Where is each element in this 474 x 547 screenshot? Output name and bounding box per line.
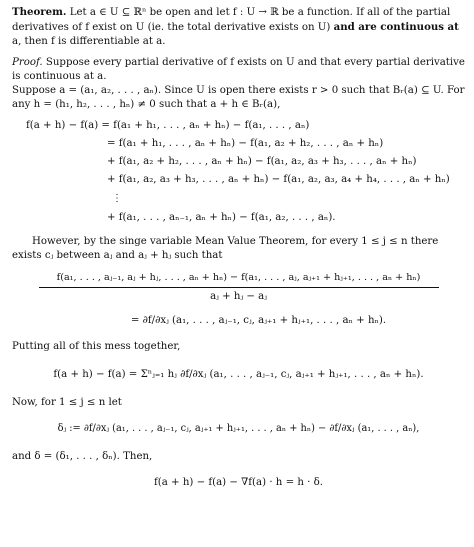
theorem-statement bbox=[12, 5, 465, 49]
fraction-numerator: f(a₁, . . . , aⱼ₋₁, aⱼ + hⱼ, . . . , aₙ + hₙ) − f(a₁, . . . , aⱼ, aⱼ₊₁ + hⱼ₊₁, . . . , aₙ + hₙ) bbox=[56, 272, 421, 283]
eq1-line-3: + f(a₁, a₂, a₃ + h₃, . . . , aₙ + hₙ) − f(a₁, a₂, a₃, a₄ + h₄, . . . , aₙ + hₙ) bbox=[107, 174, 450, 185]
theorem-label: Theorem. bbox=[12, 6, 67, 18]
eq1-line-1: = f(a₁ + h₁, . . . , aₙ + hₙ) − f(a₁, a₂ + h₂, . . . , aₙ + hₙ) bbox=[107, 138, 384, 149]
proof-paragraph-1 bbox=[12, 56, 465, 84]
proof-paragraph-3: However, by the singe variable Mean Value Theorem, for every 1 ≤ j ≤ n there exists cⱼ between aⱼ and aⱼ + hⱼ such that bbox=[12, 236, 439, 261]
proof-label: Proof. bbox=[12, 57, 43, 68]
eq1-line-0: f(a + h) − f(a) = f(a₁ + h₁, . . . , aₙ + hₙ) − f(a₁, . . . , aₙ) bbox=[26, 120, 310, 131]
eq1-vdots: ⋮ bbox=[112, 193, 123, 204]
proof-text-1: Suppose every partial derivative of f exists on U and that every partial derivative is continuous at a. bbox=[12, 57, 465, 82]
equation-final: f(a + h) − f(a) − ∇f(a) · h = h · δ. bbox=[153, 477, 324, 488]
fraction-denominator: aⱼ + hⱼ − aⱼ bbox=[210, 291, 267, 302]
spacer bbox=[12, 49, 465, 56]
proof-paragraph-5: Now, for 1 ≤ j ≤ n let bbox=[12, 397, 122, 408]
fraction-rhs: = ∂f/∂xⱼ (a₁, . . . , aⱼ₋₁, cⱼ, aⱼ₊₁ + hⱼ₊₁, . . . , aₙ + hₙ). bbox=[130, 315, 387, 326]
proof-paragraph-2: Suppose a = (a₁, a₂, . . . , aₙ). Since U is open there exists r > 0 such that Bᵣ(a) ⊆ U. For any h = (h₁, h₂, . . . , hₙ) ≠ 0 such that a + h ∈ Bᵣ(a), bbox=[12, 85, 465, 110]
theorem-text-c: a, then f is differentiable at a. bbox=[12, 36, 166, 47]
equation-sum: f(a + h) − f(a) = Σⁿⱼ₌₁ hⱼ ∂f/∂xⱼ (a₁, . . . , aⱼ₋₁, cⱼ, aⱼ₊₁ + hⱼ₊₁, . . . , aₙ + hₙ). bbox=[53, 369, 424, 380]
eq1-line-2: + f(a₁, a₂ + h₂, . . . , aₙ + hₙ) − f(a₁, a₂, a₃ + h₃, . . . , aₙ + hₙ) bbox=[107, 156, 417, 167]
equation-delta: δⱼ := ∂f/∂xⱼ (a₁, . . . , aⱼ₋₁, cⱼ, aⱼ₊₁ + hⱼ₊₁, . . . , aₙ + hₙ) − ∂f/∂xⱼ (a₁, . . . , aₙ), bbox=[57, 423, 420, 434]
equation-expansion bbox=[12, 119, 465, 225]
theorem-text-a: Let a ∈ U ⊆ ℝⁿ be open and let f : U → ℝ be a function. If all of the partial derivatives of f exist on U (ie. the total derivative exists on U) bbox=[12, 7, 451, 33]
eq1-line-5: + f(a₁, . . . , aₙ₋₁, aₙ + hₙ) − f(a₁, a₂, . . . , aₙ). bbox=[107, 212, 336, 223]
theorem-text-b: and are continuous at bbox=[333, 21, 459, 33]
fraction-bar bbox=[39, 287, 439, 288]
proof-paragraph-6: and δ = (δ₁, . . . , δₙ). Then, bbox=[12, 451, 153, 462]
mvt-fraction bbox=[12, 271, 465, 328]
proof-paragraph-4: Putting all of this mess together, bbox=[12, 341, 181, 352]
